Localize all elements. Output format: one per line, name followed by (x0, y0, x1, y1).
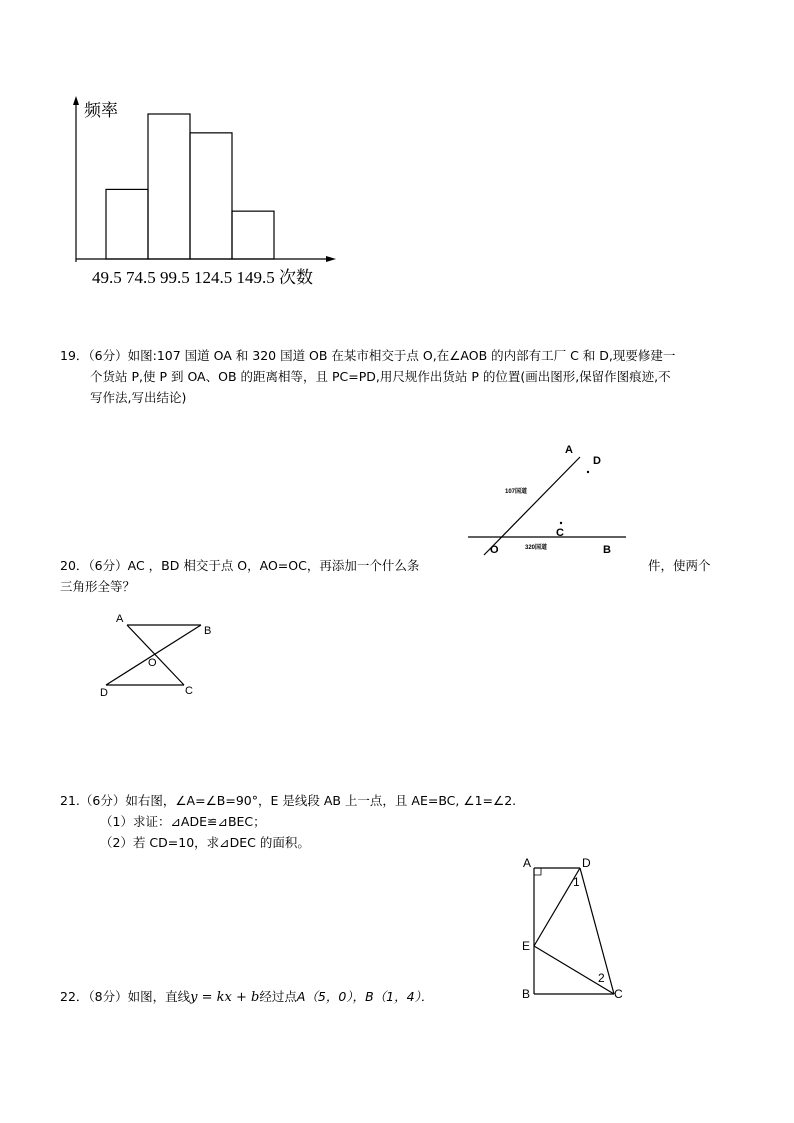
q19-label-d: D (593, 455, 601, 467)
histogram-bar (190, 133, 232, 259)
q19-label-c: C (556, 527, 564, 539)
question-20 (60, 555, 740, 605)
segment-bd (106, 625, 201, 685)
q19-line-2: 个货站 P,使 P 到 OA、OB 的距离相等，且 PC=PD,用尺规作出货站 P 的位置(画出图形,保留作图痕迹,不 (90, 369, 671, 384)
histogram-tick-label: 49.5 (92, 268, 126, 287)
point-c-dot (560, 522, 562, 524)
q19-figure (462, 435, 642, 560)
q22-formula: y = kx + b (190, 990, 260, 1005)
point-d-dot (587, 471, 589, 473)
q21-label-e: E (522, 939, 531, 953)
q21-label-b: B (522, 987, 531, 1001)
segment-ac (127, 625, 184, 685)
road-oa-line (484, 457, 580, 555)
q20-line-2: 三角形全等？ (60, 579, 136, 594)
y-axis-arrow-icon (73, 96, 79, 105)
q20-label-b: B (204, 625, 212, 637)
q20-label-a: A (116, 613, 124, 625)
q20-label-o: O (148, 657, 157, 669)
q21-angle-2: 2 (598, 971, 605, 985)
q19-label-a: A (565, 444, 573, 456)
histogram-bar (148, 114, 190, 259)
q21-label-a: A (523, 856, 532, 870)
histogram-svg (60, 92, 360, 292)
segment-ec (534, 946, 614, 994)
histogram-bar (106, 189, 148, 259)
histogram-tick-label: 124.5 (194, 268, 237, 287)
histogram-x-ticks (92, 263, 313, 288)
q21-line-1: 21.（6分）如右图，∠A=∠B=90°，E 是线段 AB 上一点，且 AE=BC, ∠1=∠2. (60, 793, 517, 808)
q21-figure (518, 852, 633, 1007)
q21-part-1: （1）求证：⊿ADE≌⊿BEC； (100, 814, 266, 829)
q21-label-d: D (582, 856, 591, 870)
histogram-y-label: 频率 (84, 101, 118, 120)
q21-label-c: C (614, 987, 623, 1001)
histogram (60, 92, 360, 292)
question-19 (60, 345, 740, 408)
q21-angle-1: 1 (573, 875, 580, 889)
question-21 (60, 790, 740, 853)
q19-line-1: 19．（6分）如图:107 国道 OA 和 320 国道 OB 在某市相交于点 O,在∠AOB 的内部有工厂 C 和 D,现要修建一 (60, 348, 676, 363)
q20-line-1a: 20．（6分）AC ，BD 相交于点 O，AO=OC，再添加一个什么条 (60, 558, 420, 573)
q19-road-ob-label: 320国道 (525, 545, 548, 551)
histogram-tick-label: 74.5 (126, 268, 160, 287)
histogram-x-label: 次数 (279, 268, 313, 287)
q20-label-c: C (185, 685, 193, 697)
q21-part-2: （2）若 CD=10，求⊿DEC 的面积。 (100, 835, 310, 850)
right-angle-mark-icon (534, 868, 541, 875)
q20-line-1b: 件，使两个 (648, 558, 711, 573)
q19-label-o: O (490, 544, 499, 556)
q20-figure (96, 610, 226, 705)
q19-road-oa-label: 107国道 (505, 489, 528, 495)
histogram-tick-label: 99.5 (160, 268, 194, 287)
x-axis-arrow-icon (326, 256, 336, 262)
question-22: 22．（8分）如图，直线y = kx + b经过点A（5，0），B（1，4）． (60, 989, 434, 1005)
q20-label-d: D (100, 687, 108, 699)
histogram-bar (232, 211, 274, 259)
segment-dc (580, 868, 614, 994)
histogram-tick-label: 149.5 (236, 268, 279, 287)
q19-label-b: B (603, 544, 611, 556)
q19-line-3: 写作法,写出结论) (90, 390, 187, 405)
